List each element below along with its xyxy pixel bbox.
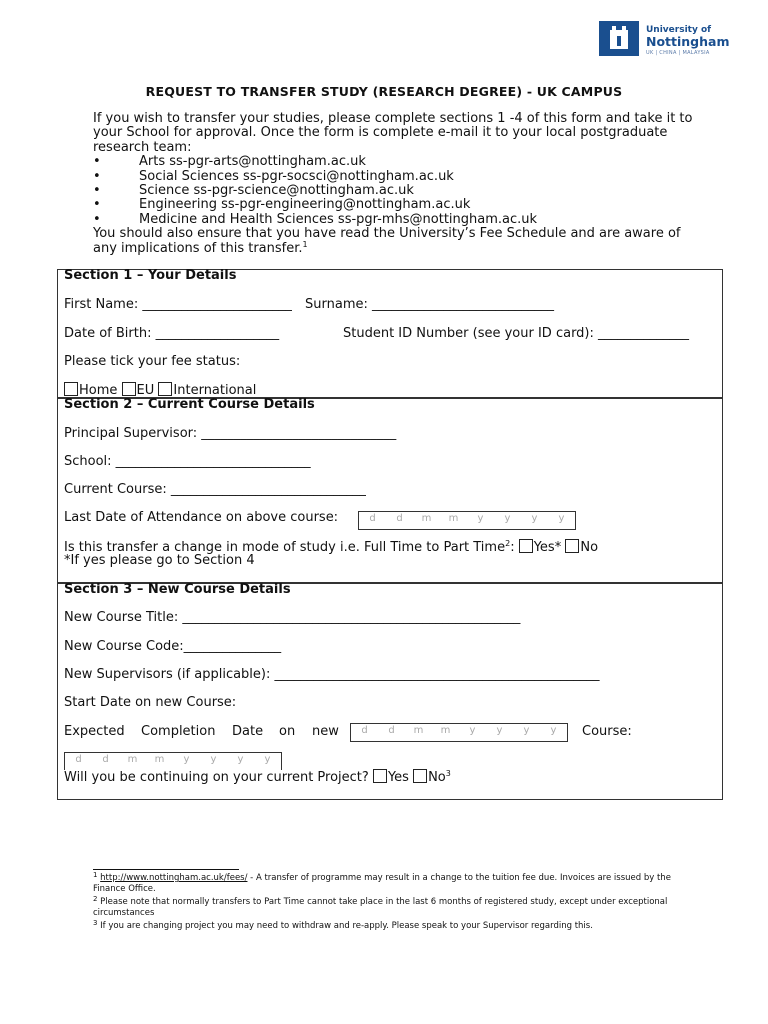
surname-field[interactable]: Surname: ____________________________ (305, 297, 554, 312)
mode-yes-label: Yes* (533, 540, 562, 555)
contact-item: • Social Sciences ss-pgr-socsci@nottingham.ac.uk (93, 170, 693, 184)
date-digit: m (421, 513, 432, 524)
home-label: Home (79, 383, 118, 398)
logo-line-1: University of (646, 25, 712, 35)
date-digit: y (469, 725, 476, 736)
contact-list (93, 155, 693, 227)
on-word: on (279, 724, 296, 739)
contact-item: • Science ss-pgr-science@nottingham.ac.uk (93, 184, 693, 198)
date-digit: y (523, 725, 530, 736)
footnote-text: - A transfer of programme may result in a change to the tuition fee due. Invoices are issued by the Finance Office. (93, 873, 671, 894)
university-crest-icon (599, 21, 639, 56)
date-digit: y (477, 513, 484, 524)
date-digit: y (550, 725, 557, 736)
date-digit: y (531, 513, 538, 524)
principal-supervisor-field[interactable]: Principal Supervisor: ______________________________ (64, 426, 397, 441)
date-digit: y (496, 725, 503, 736)
current-course-field[interactable]: Current Course: ______________________________ (64, 482, 366, 497)
start-date-input[interactable] (350, 723, 568, 742)
new-word: new (312, 724, 339, 739)
new-course-code-field[interactable]: New Course Code:_______________ (64, 639, 282, 654)
logo-line-2: Nottingham (646, 34, 730, 49)
mode-change-note: *If yes please go to Section 4 (64, 553, 255, 568)
form-title: REQUEST TO TRANSFER STUDY (RESEARCH DEGREE) - UK CAMPUS (145, 84, 623, 99)
continuing-yes-checkbox[interactable] (373, 769, 387, 783)
date-word: Date (232, 724, 264, 739)
expected-completion-date-input[interactable] (64, 752, 282, 770)
new-supervisors-field[interactable]: New Supervisors (if applicable): __________________________________________________ (64, 667, 600, 682)
date-digit: y (210, 754, 217, 765)
fees-link[interactable]: http://www.nottingham.ac.uk/fees/ (100, 873, 248, 883)
international-checkbox[interactable] (158, 382, 172, 396)
home-checkbox[interactable] (64, 382, 78, 396)
date-digit: d (75, 754, 82, 765)
date-digit: d (388, 725, 395, 736)
date-digit: d (396, 513, 403, 524)
logo-line-3: UK | CHINA | MALAYSIA (646, 49, 710, 56)
university-logo (646, 26, 730, 56)
mode-yes-checkbox[interactable] (519, 539, 533, 553)
date-digit: d (361, 725, 368, 736)
first-name-field[interactable]: First Name: _______________________ (64, 297, 292, 312)
footnote-ref-1: 1 (302, 239, 308, 249)
section-1-heading: Section 1 – Your Details (64, 268, 237, 283)
student-id-field[interactable]: Student ID Number (see your ID card): ______________ (343, 326, 690, 341)
last-attendance-date-input[interactable] (358, 511, 576, 530)
footnote-number: 1 (93, 871, 98, 879)
eu-checkbox[interactable] (122, 382, 136, 396)
continuing-no-checkbox[interactable] (413, 769, 427, 783)
footnote-1 (93, 873, 673, 894)
intro-lead: If you wish to transfer your studies, please complete sections 1 -4 of this form and take it to your School for approval. Once the form is complete e-mail it to your local postgraduate research team: (93, 111, 693, 155)
date-digit: d (369, 513, 376, 524)
continuing-project-question (64, 769, 451, 785)
date-digit: m (440, 725, 451, 736)
contact-item: • Engineering ss-pgr-engineering@nottingham.ac.uk (93, 198, 693, 212)
fee-status-options (64, 382, 256, 398)
contact-item: • Medicine and Health Sciences ss-pgr-mhs@nottingham.ac.uk (93, 213, 693, 227)
date-digit: y (264, 754, 271, 765)
new-course-title-field[interactable]: New Course Title: ____________________________________________________ (64, 610, 521, 625)
mode-change-colon: : (510, 540, 515, 555)
expected-word: Expected (64, 724, 125, 739)
footnote-separator (93, 869, 239, 870)
continuing-no-label: No (428, 770, 446, 785)
eu-label: EU (136, 383, 155, 398)
contact-item: • Arts ss-pgr-arts@nottingham.ac.uk (93, 155, 693, 169)
footnote-text: Please note that normally transfers to Part Time cannot take place in the last 6 months of registered study, except under exceptional circumstances (93, 897, 668, 918)
continuing-project-text: Will you be continuing on your current Project? (64, 770, 369, 785)
intro-text (93, 112, 693, 256)
date-digit: m (448, 513, 459, 524)
last-attendance-label: Last Date of Attendance on above course: (64, 510, 339, 525)
completion-word: Completion (141, 724, 216, 739)
section-2-heading: Section 2 – Current Course Details (64, 397, 315, 412)
footnote-ref-3: 3 (445, 769, 451, 778)
footnote-ref-2: 2 (505, 539, 511, 548)
footnote-text: If you are changing project you may need to withdraw and re-apply. Please speak to your Supervisor regarding this. (97, 921, 593, 931)
date-digit: d (102, 754, 109, 765)
continuing-yes-label: Yes (387, 770, 409, 785)
mode-change-text: Is this transfer a change in mode of study i.e. Full Time to Part Time (64, 540, 506, 555)
date-digit: y (237, 754, 244, 765)
footnote-number: 3 (93, 919, 98, 927)
date-digit: m (127, 754, 138, 765)
date-digit: m (154, 754, 165, 765)
intro-closing-text: You should also ensure that you have read the University’s Fee Schedule and are aware of any implications of this transfer. (93, 226, 681, 256)
school-field[interactable]: School: ______________________________ (64, 454, 311, 469)
footnote-2 (93, 897, 673, 918)
fee-status-prompt: Please tick your fee status: (64, 354, 241, 369)
course-word: Course: (582, 724, 632, 739)
mode-no-label: No (580, 540, 599, 555)
intro-closing (93, 227, 693, 256)
date-digit: y (504, 513, 511, 524)
date-of-birth-field[interactable]: Date of Birth: ___________________ (64, 326, 280, 341)
footnote-number: 2 (93, 895, 98, 903)
date-digit: y (558, 513, 565, 524)
start-date-label: Start Date on new Course: (64, 695, 237, 710)
mode-no-checkbox[interactable] (565, 539, 579, 553)
date-digit: y (183, 754, 190, 765)
section-3-heading: Section 3 – New Course Details (64, 582, 291, 597)
international-label: International (173, 383, 257, 398)
footnote-3 (93, 921, 673, 932)
date-digit: m (413, 725, 424, 736)
